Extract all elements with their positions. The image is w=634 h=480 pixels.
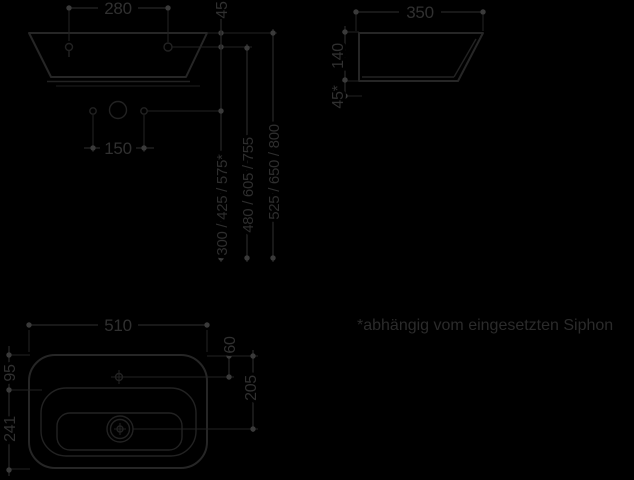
dim-205-label: 205: [243, 375, 260, 401]
dim-280: [66, 0, 170, 42]
plan-outer-outline: [29, 355, 207, 468]
side-view: [330, 3, 486, 109]
height-chain-overflow: [240, 44, 257, 262]
plan-drain-icon: [107, 416, 133, 442]
center-tap-hole-icon: [110, 102, 127, 119]
dim-510: [26, 316, 209, 352]
side-height-dims: [330, 26, 362, 109]
front-view: [29, 0, 283, 262]
top-view: [2, 316, 260, 476]
dim-95-label: 95: [2, 364, 19, 382]
tap-hole-detail: [84, 102, 221, 159]
plan-left-dims: [2, 346, 42, 476]
front-overflow-icon: [164, 43, 172, 51]
right-fixing-hole-icon: [141, 108, 147, 114]
dim-140-label: 140: [330, 43, 347, 69]
siphon-note: *abhängig vom eingesetzten Siphon: [357, 317, 614, 334]
dim-241-label: 241: [2, 416, 19, 442]
dim-300-425-575-label: 300 / 425 / 575*: [214, 154, 231, 256]
side-inner-slant-line: [454, 39, 476, 77]
front-basin-outline: [29, 33, 207, 77]
dim-510-label: 510: [104, 316, 132, 335]
dim-480-605-755-label: 480 / 605 / 755: [240, 137, 257, 233]
dim-350-label: 350: [406, 3, 434, 22]
plan-rim-outline: [41, 388, 196, 456]
dim-60-label: 60: [222, 336, 239, 354]
left-fixing-hole-icon: [90, 108, 96, 114]
dim-205: [243, 350, 260, 432]
height-chain-rim: [266, 29, 283, 262]
height-chain-tap: [214, 19, 231, 262]
dim-350: [353, 3, 485, 31]
dim-45-outlet-label: 45*: [330, 85, 347, 109]
dim-60: [222, 336, 239, 380]
dim-150-label: 150: [104, 139, 132, 158]
dim-280-label: 280: [104, 0, 132, 18]
dim-45: [214, 1, 231, 50]
dim-525-650-800-label: 525 / 650 / 800: [266, 124, 283, 220]
front-tap-hole-icon: [66, 44, 73, 58]
side-basin-outline: [359, 33, 483, 81]
dim-45-label: 45: [214, 1, 231, 19]
